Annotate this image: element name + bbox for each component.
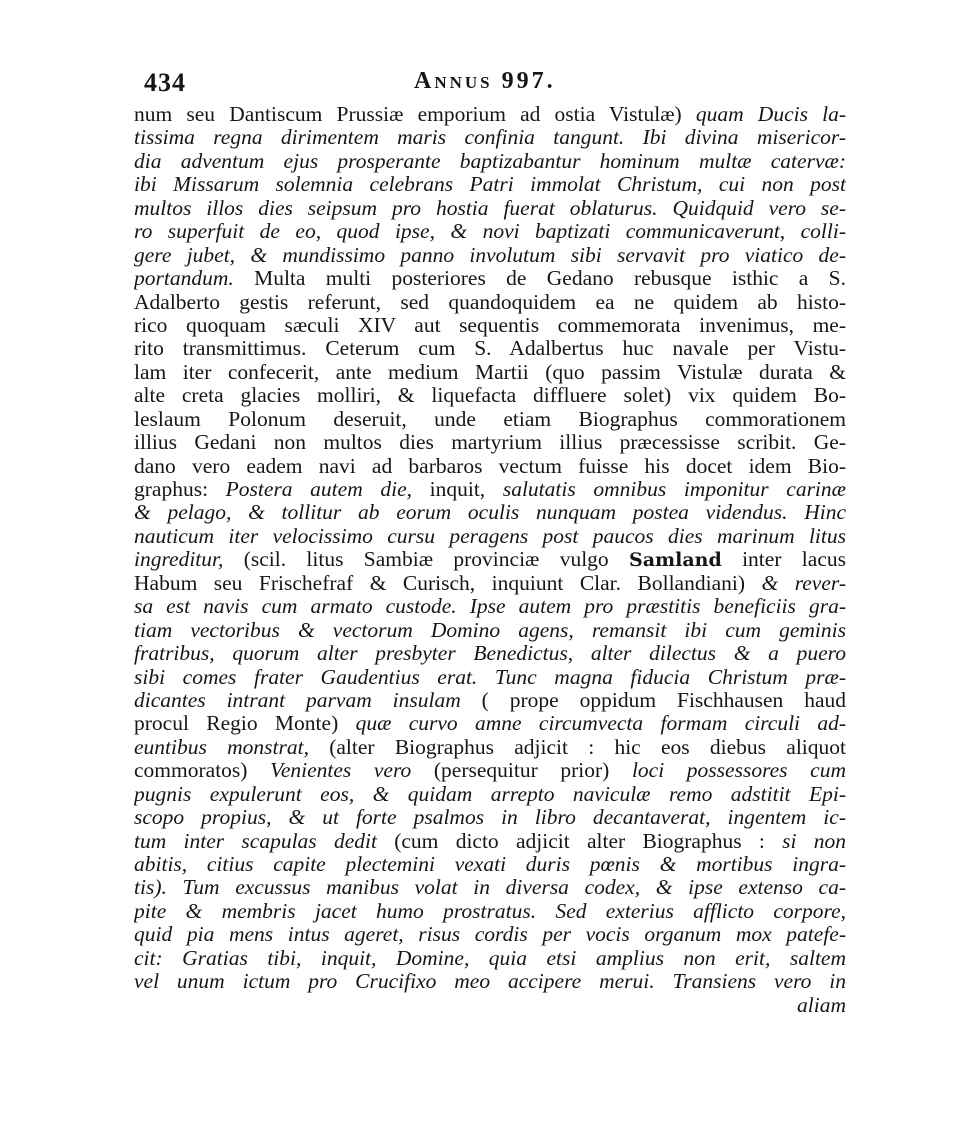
text-line [134, 947, 846, 970]
text-run: dano vero eadem navi ad barbaros vectum fuisse his docet idem Bio- [134, 454, 846, 478]
text-run: tiam vectoribus & vectorum Domino agens, remansit ibi cum geminis [134, 618, 846, 642]
text-line [134, 736, 846, 759]
text-line [134, 197, 846, 220]
text-line [134, 478, 846, 501]
text-line [134, 994, 846, 1017]
text-line [134, 900, 846, 923]
text-run: (cum dicto adjicit alter Biographus : [394, 829, 783, 853]
page-number: 434 [144, 68, 186, 97]
text-run: procul Regio Monte) [134, 712, 356, 736]
text-run: illius Gedani non multos dies martyrium illius præcessisse scribit. Ge- [134, 431, 846, 455]
text-line [134, 712, 846, 735]
text-run: quæ curvo amne circumvecta formam circuli ad- [355, 712, 846, 736]
text-run: dia adventum ejus prosperante baptizabantur hominum multæ catervæ: [134, 149, 846, 173]
text-run: ingreditur, [134, 548, 244, 572]
text-run: ro superfuit de eo, quod ipse, & novi baptizati communicaverunt, colli- [134, 220, 846, 244]
text-run: sa est navis cum armato custode. Ipse autem pro præstitis beneficiis gra- [134, 595, 846, 619]
text-run: tissima regna dirimentem maris confinia tangunt. Ibi divina misericor- [134, 126, 846, 150]
text-line [134, 689, 846, 712]
text-run: ibi Missarum solemnia celebrans Patri immolat Christum, cui non post [134, 173, 846, 197]
text-line [134, 408, 846, 431]
text-line [134, 759, 846, 782]
text-run: quid pia mens intus ageret, risus cordis per vocis organum mox patefe- [134, 923, 846, 947]
running-head: Annus 997. [414, 68, 556, 94]
text-line [134, 783, 846, 806]
text-run: gere jubet, & mundissimo panno involutum sibi servavit pro viatico de- [134, 243, 846, 267]
text-line [134, 361, 846, 384]
text-run: lam iter confecerit, ante medium Martii (quo passim Vistulæ durata & [134, 360, 846, 384]
text-line [134, 666, 846, 689]
text-line [134, 314, 846, 337]
text-run: commoratos) [134, 759, 271, 783]
text-line [134, 244, 846, 267]
text-run: Adalberto gestis referunt, sed quandoquidem ea ne quidem ab histo- [134, 290, 846, 314]
text-line [134, 923, 846, 946]
text-line [134, 501, 846, 524]
text-run: (alter Biographus adjicit : hic eos diebus aliquot [329, 735, 846, 759]
text-run: Habum seu Frischefraf & Curisch, inquiunt Clar. Bollandiani) [134, 571, 762, 595]
text-run: cit: Gratias tibi, inquit, Domine, quia etsi amplius non erit, saltem [134, 946, 846, 970]
text-run: salutatis omnibus imponitur carinæ [502, 478, 846, 501]
text-line [134, 525, 846, 548]
text-line [134, 876, 846, 899]
text-run: Venientes vero [270, 759, 434, 783]
text-run: Postera autem die, [225, 478, 430, 501]
text-run: sibi comes frater Gaudentius erat. Tunc magna fiducia Christum præ- [134, 665, 846, 689]
text-run: rito transmittimus. Ceterum cum S. Adalbertus huc navale per Vistu- [134, 337, 846, 361]
text-run: inter lacus [721, 548, 846, 572]
text-run: & rever- [761, 571, 846, 595]
text-line [134, 830, 846, 853]
text-run: (persequitur prior) [433, 759, 632, 783]
text-line [134, 806, 846, 829]
text-line [134, 337, 846, 360]
text-run: tum inter scapulas dedit [134, 829, 395, 853]
text-run: portandum. [134, 267, 255, 291]
text-run: quam Ducis la- [695, 103, 846, 126]
text-run: si non [782, 829, 846, 853]
text-run: dicantes intrant parvam insulam [134, 688, 482, 712]
text-run: nauticum iter velocissimo cursu peragens post paucos dies marinum litus [134, 524, 846, 548]
text-run: euntibus monstrat, [134, 735, 330, 759]
text-line [134, 103, 846, 126]
text-run: pugnis expulerunt eos, & quidam arrepto naviculæ remo adstitit Epi- [134, 782, 846, 806]
text-run: scopo propius, & ut forte psalmos in libro decantaverat, ingentem ic- [134, 806, 846, 830]
text-line [134, 970, 846, 993]
page-header [144, 68, 844, 98]
text-line [134, 173, 846, 196]
text-run: graphus: [134, 478, 226, 501]
text-line [134, 291, 846, 314]
text-run: multos illos dies seipsum pro hostia fuerat oblaturus. Quidquid vero se- [134, 196, 846, 220]
body-text [134, 103, 846, 1017]
text-line [134, 853, 846, 876]
text-run: abitis, citius capite plectemini vexati duris pœnis & mortibus ingra- [134, 853, 846, 876]
text-run: (scil. litus Sambiæ provinciæ vulgo [243, 548, 629, 572]
text-line [134, 455, 846, 478]
text-line [134, 126, 846, 149]
text-run: Samland [629, 549, 722, 572]
text-line [134, 267, 846, 290]
text-run: inquit, [429, 478, 503, 501]
text-run: pite & membris jacet humo prostratus. Sed exterius afflicto corpore, [134, 899, 846, 923]
text-run: Multa multi posteriores de Gedano rebusque isthic a S. [254, 267, 846, 291]
text-run: ( prope oppidum Fischhausen haud [481, 688, 846, 712]
text-line [134, 150, 846, 173]
text-line [134, 384, 846, 407]
text-line [134, 642, 846, 665]
text-run: & pelago, & tollitur ab eorum oculis nunquam postea videndus. Hinc [134, 501, 846, 525]
text-run: fratribus, quorum alter presbyter Benedictus, alter dilectus & a puero [134, 642, 846, 666]
text-line [134, 220, 846, 243]
text-line [134, 595, 846, 618]
text-run: rico quoquam sæculi XIV aut sequentis commemorata invenimus, me- [134, 313, 846, 337]
text-run: leslaum Polonum deseruit, unde etiam Biographus commorationem [134, 407, 846, 431]
text-line [134, 431, 846, 454]
text-run: loci possessores cum [631, 759, 846, 783]
text-line [134, 619, 846, 642]
text-line [134, 572, 846, 595]
text-run: tis). Tum excussus manibus volat in diversa codex, & ipse extenso ca- [134, 876, 846, 900]
text-run: num seu Dantiscum Prussiæ emporium ad ostia Vistulæ) [134, 103, 696, 126]
text-line [134, 548, 846, 571]
text-run: aliam [797, 993, 846, 1017]
text-run: alte creta glacies molliri, & liquefacta diffluere solet) vix quidem Bo- [134, 384, 846, 408]
text-run: vel unum ictum pro Crucifixo meo accipere merui. Transiens vero in [134, 970, 846, 994]
